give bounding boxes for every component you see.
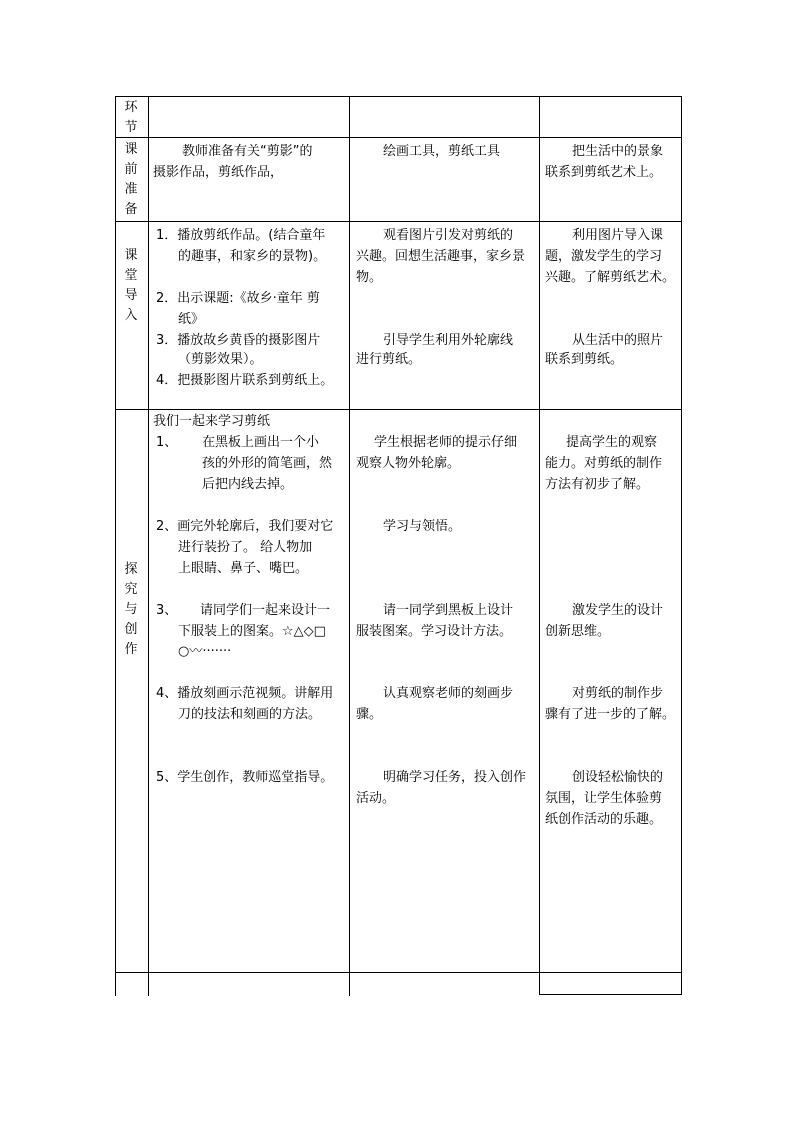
- table-border-right: [681, 96, 682, 995]
- explore-student-line: 活动。: [356, 791, 396, 806]
- intro-student-line: 观看图片引发对剪纸的: [383, 228, 514, 243]
- explore-heading: 我们一起来学习剪纸: [153, 414, 271, 429]
- row-divider: [115, 137, 682, 138]
- explore-step-1-cont: 后把内线去掉。: [202, 477, 294, 492]
- explore-step-5: 5、学生创作，教师巡堂指导。: [156, 770, 334, 785]
- intro-student-line: 引导学生利用外轮廓线: [383, 333, 514, 348]
- explore-student-line: 骤。: [356, 707, 383, 722]
- row-divider: [115, 972, 682, 973]
- intro-intent-line: 题，激发学生的学习: [545, 249, 663, 264]
- explore-step-3-cont: 下服装上的图案。☆△◇□: [178, 624, 326, 639]
- intro-intent-line: 利用图片导入课: [572, 228, 664, 243]
- explore-intent-line: 纸创作活动的乐趣。: [545, 812, 663, 827]
- explore-intent-line: 对剪纸的制作步: [572, 686, 664, 701]
- explore-student-line: 请一同学到黑板上设计: [383, 603, 514, 618]
- stage-label-introduction: 课 堂 导 入: [124, 248, 138, 323]
- intro-step-3-cont: （剪影效果）。: [178, 352, 263, 367]
- prep-teacher-line: 教师准备有关“剪影”的: [182, 144, 313, 159]
- row-divider: [115, 409, 682, 410]
- intro-intent-line: 从生活中的照片: [572, 333, 664, 348]
- explore-student-line: 观察人物外轮廓。: [356, 456, 461, 471]
- intro-student-line: 进行剪纸。: [356, 352, 422, 367]
- explore-student-line: 学生根据老师的提示仔细: [374, 435, 518, 450]
- stage-label-preparation: 课 前 准 备: [124, 142, 138, 217]
- explore-intent-line: 氛围，让学生体验剪: [545, 791, 663, 806]
- explore-student-line: 认真观察老师的刻画步: [383, 686, 514, 701]
- explore-step-3-symbols: ○〰·······: [178, 644, 232, 659]
- explore-step-1-cont: 孩的外形的简笔画，然: [202, 456, 333, 471]
- explore-step-1: 在黑板上画出一个小: [202, 435, 320, 450]
- explore-step-2: 2、画完外轮廓后，我们要对它: [156, 519, 334, 534]
- intro-intent-line: 兴趣。了解剪纸艺术。: [545, 270, 676, 285]
- prep-intent-line: 联系到剪纸艺术上。: [545, 165, 663, 180]
- intro-student-line: 物。: [356, 270, 383, 285]
- prep-intent-line: 把生活中的景象: [572, 144, 664, 159]
- explore-intent-line: 骤有了进一步的了解。: [545, 707, 676, 722]
- explore-step-4-cont: 刀的技法和刻画的方法。: [178, 707, 322, 722]
- explore-step-3-number: 3、: [156, 603, 178, 618]
- explore-intent-line: 激发学生的设计: [572, 603, 664, 618]
- intro-step-4: 4．把摄影图片联系到剪纸上。: [156, 373, 334, 388]
- explore-intent-line: 创新思维。: [545, 624, 611, 639]
- intro-student-line: 兴趣。回想生活趣事，家乡景: [356, 249, 526, 264]
- intro-step-2-cont: 纸》: [178, 312, 205, 327]
- row-divider: [115, 221, 682, 222]
- stage-label-header: 环 节: [124, 100, 138, 135]
- explore-student-line: 服装图案。学习设计方法。: [356, 624, 513, 639]
- prep-student-text: 绘画工具，剪纸工具: [383, 144, 501, 159]
- table-border-bottom: [539, 994, 682, 995]
- explore-intent-line: 方法有初步了解。: [545, 477, 650, 492]
- stage-label-exploration: 探 究 与 创 作: [124, 562, 138, 657]
- intro-step-3: 3．播放故乡黄昏的摄影图片: [156, 333, 321, 348]
- intro-step-1-cont: 的趣事，和家乡的景物)。: [178, 249, 327, 264]
- explore-intent-line: 创设轻松愉快的: [572, 770, 664, 785]
- explore-student-line: 明确学习任务，投入创作: [383, 770, 527, 785]
- explore-student-line: 学习与领悟。: [383, 519, 462, 534]
- column-divider: [539, 96, 540, 995]
- intro-step-2: 2．出示课题:《故乡·童年 剪: [156, 291, 320, 306]
- intro-step-1: 1．播放剪纸作品。(结合童年: [156, 228, 326, 243]
- explore-intent-line: 提高学生的观察: [566, 435, 658, 450]
- column-divider: [148, 96, 149, 996]
- explore-step-4: 4、播放刻画示范视频。讲解用: [156, 686, 334, 701]
- explore-step-2-cont: 进行装扮了。 给人物加: [178, 540, 313, 555]
- explore-step-2-cont: 上眼睛、鼻子、嘴巴。: [178, 561, 309, 576]
- table-border-top: [115, 96, 682, 97]
- prep-teacher-line: 摄影作品，剪纸作品，: [153, 165, 284, 180]
- explore-step-1-number: 1、: [156, 435, 178, 450]
- column-divider: [349, 96, 350, 996]
- table-border-left: [115, 96, 116, 996]
- intro-intent-line: 联系到剪纸。: [545, 352, 624, 367]
- explore-intent-line: 能力。对剪纸的制作: [545, 456, 663, 471]
- explore-step-3: 请同学们一起来设计一: [200, 603, 331, 618]
